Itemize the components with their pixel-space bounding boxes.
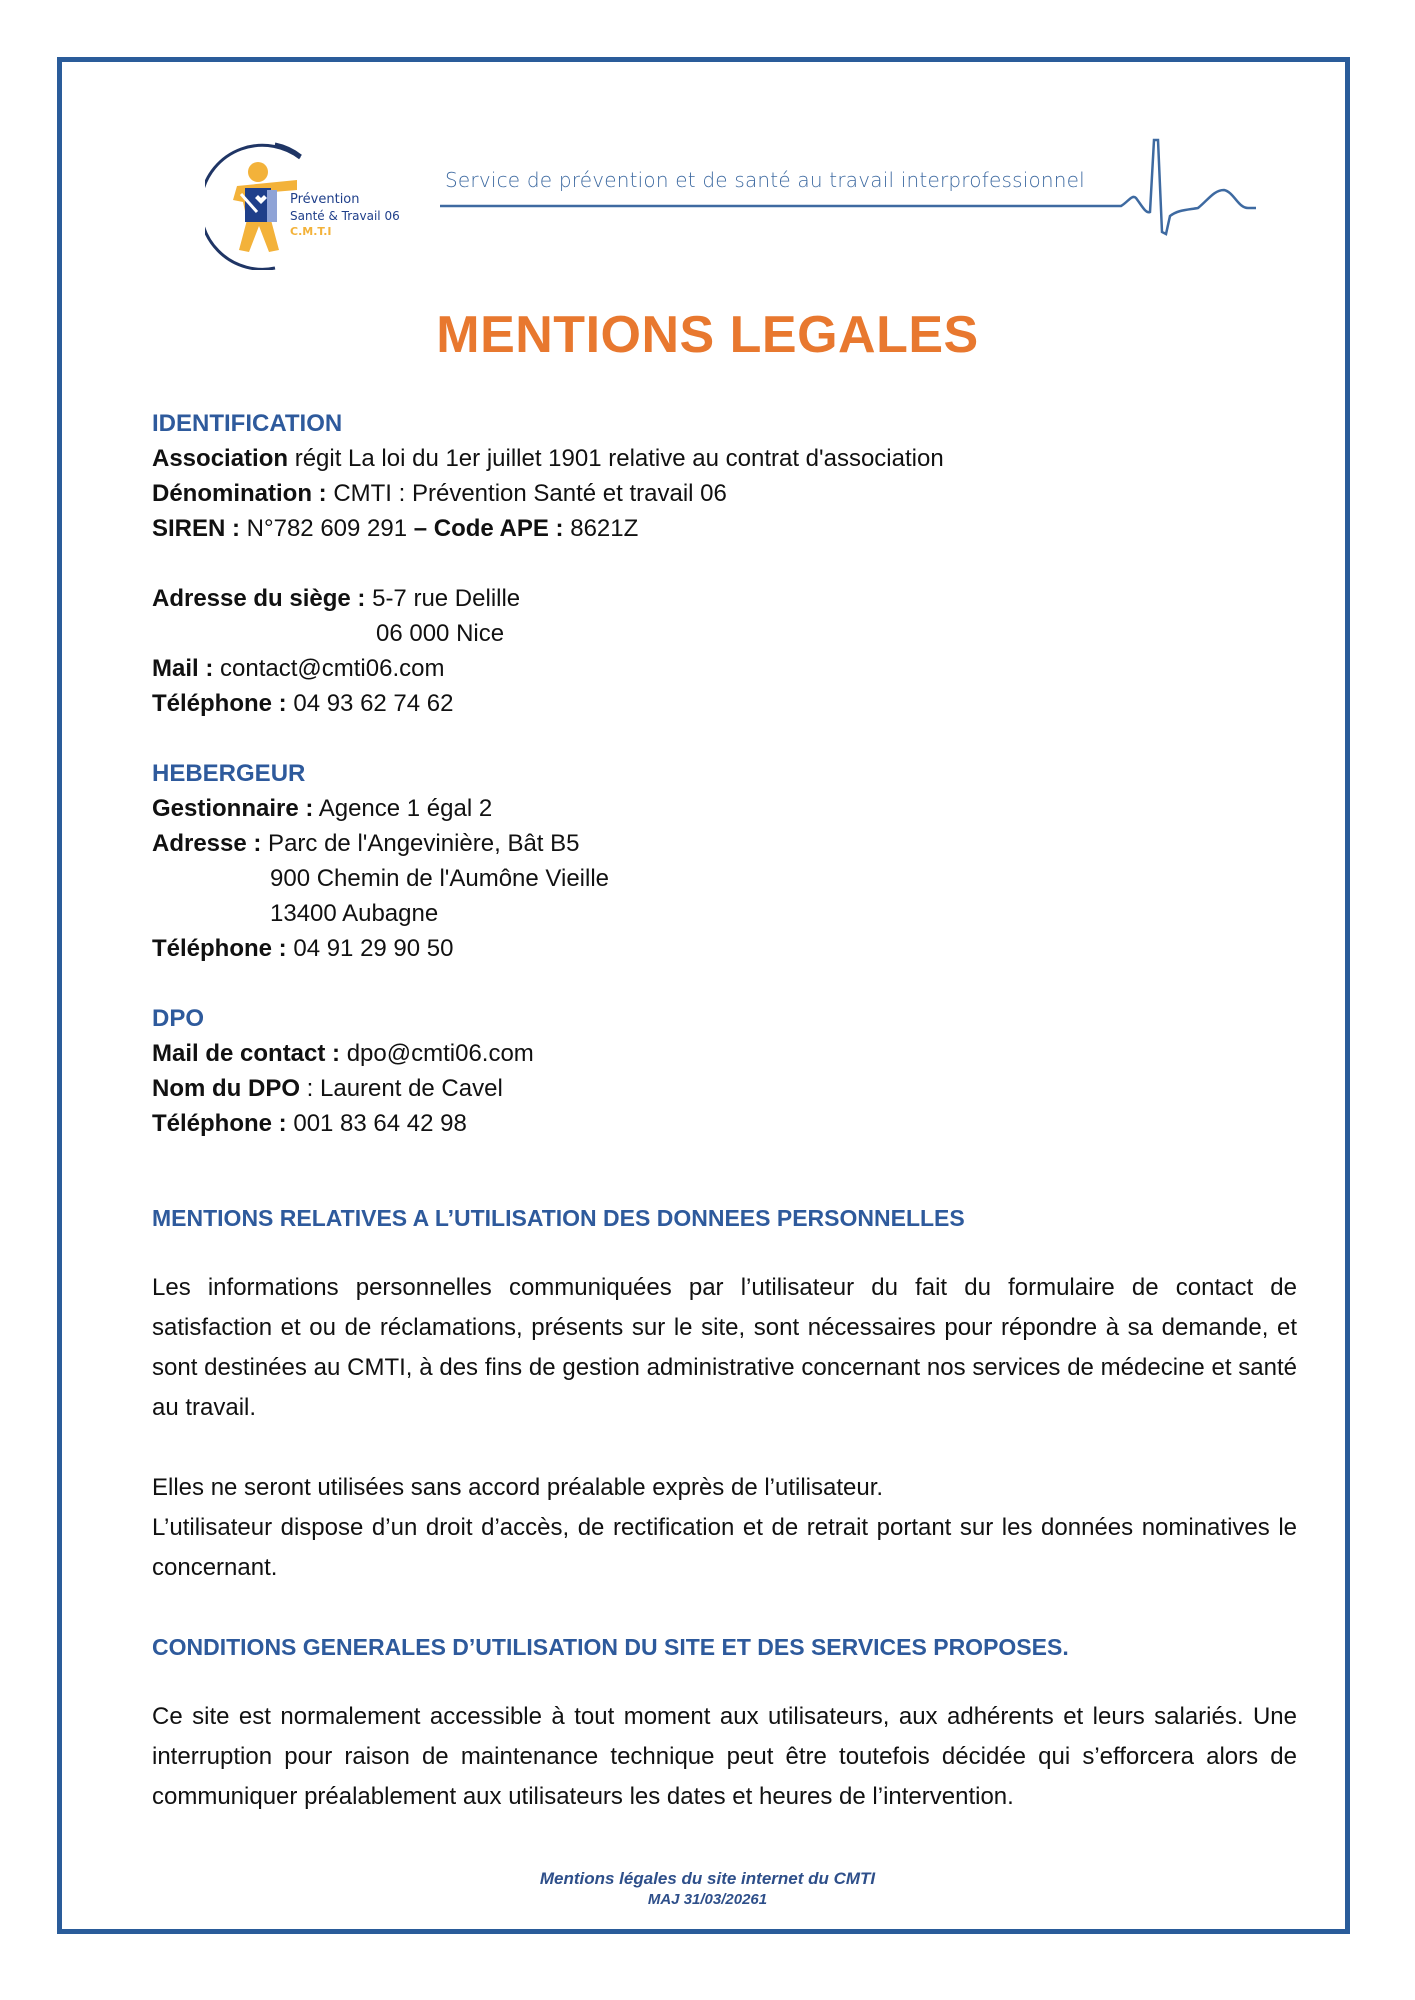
logo-line-sante-travail: Santé & Travail 06 <box>290 209 400 223</box>
section-heading-identification: IDENTIFICATION <box>152 410 343 437</box>
siren-line: SIREN : N°782 609 291 – Code APE : 8621Z <box>152 515 639 542</box>
legal-content <box>152 406 1297 1817</box>
association-line: Association régit La loi du 1er juillet 1901 relative au contrat d'association <box>152 445 944 472</box>
contact-mail-line: Mail : contact@cmti06.com <box>152 655 445 682</box>
footer-caption: Mentions légales du site internet du CMTI <box>539 1869 876 1888</box>
host-manager-line: Gestionnaire : Agence 1 égal 2 <box>152 795 493 822</box>
footer-update-date: MAJ 31/03/20261 <box>647 1891 768 1908</box>
terms-paragraph: Ce site est normalement accessible à tout moment aux utilisateurs, aux adhérents et leurs salariés. Une interruption pour raison de maintenance technique peut être toutefois décidée qui s’efforcera alors de communiquer préalablement aux utilisateurs les dates et heures de l’intervention. <box>152 1703 1297 1810</box>
logo-line-cmti: C.M.T.I <box>290 225 332 238</box>
host-address-street: 900 Chemin de l'Aumône Vieille <box>270 865 610 892</box>
page-footer <box>0 1868 1415 1910</box>
dpo-phone-line: Téléphone : 001 83 64 42 98 <box>152 1110 467 1137</box>
host-address-city: 13400 Aubagne <box>270 900 439 927</box>
dpo-mail-link[interactable]: dpo@cmti06.com <box>340 1040 534 1067</box>
contact-phone-line: Téléphone : 04 93 62 74 62 <box>152 690 454 717</box>
service-tagline: Service de prévention et de santé au travail interprofessionnel <box>445 168 1085 192</box>
section-heading-personal-data: MENTIONS RELATIVES A L’UTILISATION DES DONNEES PERSONNELLES <box>152 1205 965 1231</box>
section-heading-terms: CONDITIONS GENERALES D’UTILISATION DU SITE ET DES SERVICES PROPOSES. <box>152 1634 1069 1660</box>
logo-line-prevention: Prévention <box>290 192 360 207</box>
contact-mail-link[interactable]: contact@cmti06.com <box>213 655 445 682</box>
section-heading-hebergeur: HEBERGEUR <box>152 760 306 787</box>
dpo-name-line: Nom du DPO : Laurent de Cavel <box>152 1075 503 1102</box>
cmti-logo <box>205 140 420 270</box>
personal-data-consent: Elles ne seront utilisées sans accord préalable exprès de l’utilisateur. <box>152 1474 884 1501</box>
page-title: MENTIONS LEGALES <box>436 306 979 364</box>
section-heading-dpo: DPO <box>152 1005 205 1032</box>
personal-data-rights: L’utilisateur dispose d’un droit d’accès, de rectification et de retrait portant sur les données nominatives le concernant. <box>152 1514 1297 1581</box>
headquarters-address-line: Adresse du siège : 5-7 rue Delille <box>152 585 521 612</box>
host-address-line: Adresse : Parc de l'Angevinière, Bât B5 <box>152 830 580 857</box>
denomination-line: Dénomination : CMTI : Prévention Santé et travail 06 <box>152 480 727 507</box>
host-phone-line: Téléphone : 04 91 29 90 50 <box>152 935 454 962</box>
personal-data-paragraph: Les informations personnelles communiquées par l’utilisateur du fait du formulaire de contact de satisfaction et ou de réclamations, présents sur le site, sont nécessaires pour répondre à sa demande, et sont destinées au CMTI, à des fins de gestion administrative concernant nos services de médecine et santé au travail. <box>152 1274 1297 1421</box>
dpo-mail-line: Mail de contact : dpo@cmti06.com <box>152 1040 534 1067</box>
headquarters-address-city: 06 000 Nice <box>376 620 505 647</box>
